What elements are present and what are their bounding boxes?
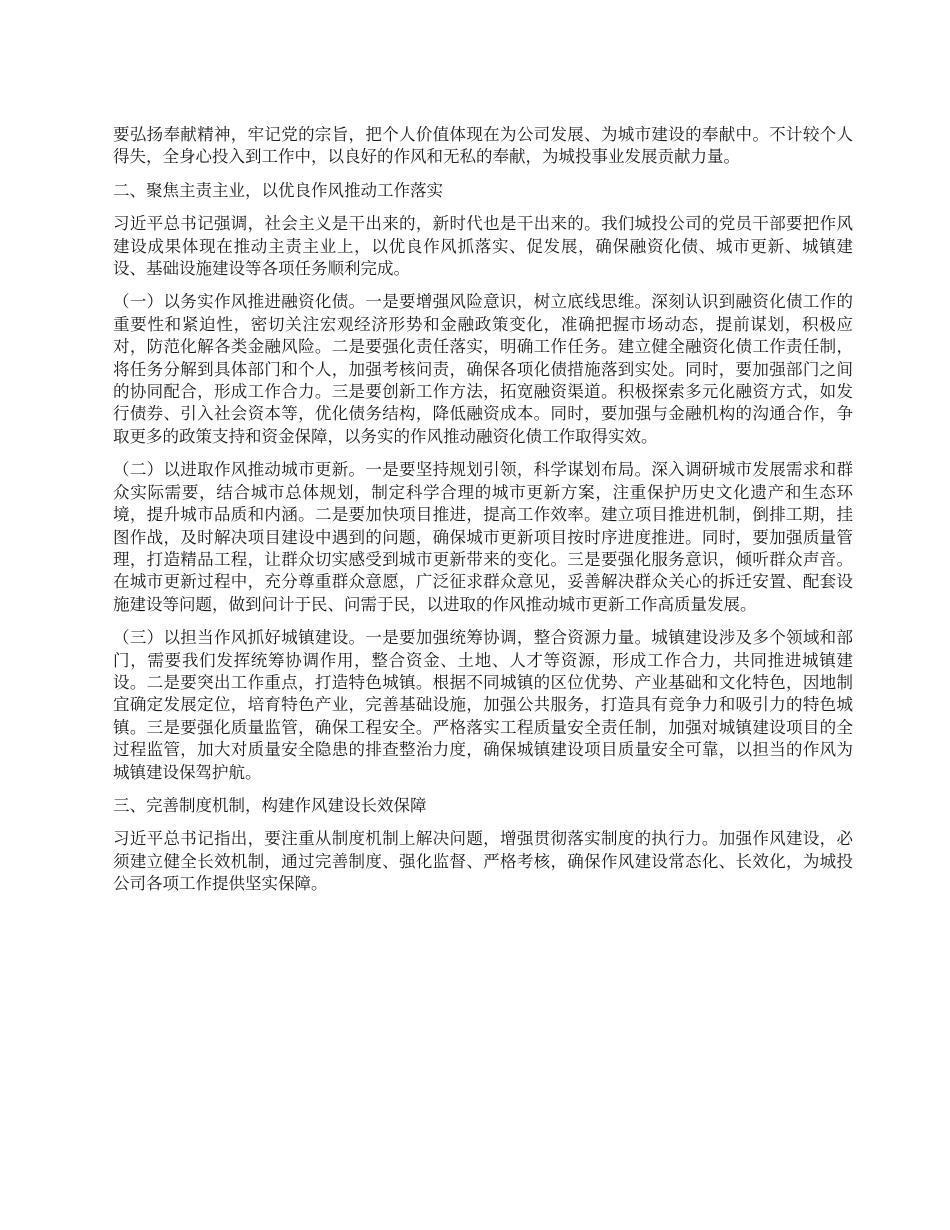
section-heading-2: 二、聚焦主责主业，以优良作风推动工作落实 (113, 180, 443, 200)
paragraph-section-2-intro: 习近平总书记强调，社会主义是干出来的，新时代也是干出来的。我们城投公司的党员干部要把作风建设成果体现在推动主责主业上，以优良作风抓落实、促发展，确保融资化债、城市更新、城镇建设、基础设施建设等各项任务顺利完成。 (113, 214, 853, 279)
paragraph-section-3-intro: 习近平总书记指出，要注重从制度机制上解决问题，增强贯彻落实制度的执行力。加强作风建设，必须建立健全长效机制，通过完善制度、强化监督、严格考核，确保作风建设常态化、长效化，为城投公司各项工作提供坚实保障。 (113, 829, 853, 894)
paragraph-section-2-3: （三）以担当作风抓好城镇建设。一是要加强统筹协调，整合资源力量。城镇建设涉及多个领域和部门，需要我们发挥统筹协调作用，整合资金、土地、人才等资源，形成工作合力，共同推进城镇建设。二是要突出工作重点，打造特色城镇。根据不同城镇的区位优势、产业基础和文化特色，因地制宜确定发展定位，培育特色产业，完善基础设施，加强公共服务，打造具有竞争力和吸引力的特色城镇。三是要强化质量监管，确保工程安全。严格落实工程质量安全责任制，加强对城镇建设项目的全过程监管，加大对质量安全隐患的排查整治力度，确保城镇建设项目质量安全可靠，以担当的作风为城镇建设保驾护航。 (113, 628, 853, 782)
paragraph-section-2-1: （一）以务实作风推进融资化债。一是要增强风险意识，树立底线思维。深刻认识到融资化债工作的重要性和紧迫性，密切关注宏观经济形势和金融政策变化，准确把握市场动态，提前谋划，积极应对，防范化解各类金融风险。二是要强化责任落实，明确工作任务。建立健全融资化债工作责任制，将任务分解到具体部门和个人，加强考核问责，确保各项化债措施落到实处。同时，要加强部门之间的协同配合，形成工作合力。三是要创新工作方法，拓宽融资渠道。积极探索多元化融资方式，如发行债券、引入社会资本等，优化债务结构，降低融资成本。同时，要加强与金融机构的沟通合作，争取更多的政策支持和资金保障，以务实的作风推动融资化债工作取得实效。 (113, 292, 853, 446)
section-heading-3: 三、完善制度机制，构建作风建设长效保障 (113, 795, 427, 815)
paragraph-intro-continuation: 要弘扬奉献精神，牢记党的宗旨，把个人价值体现在为公司发展、为城市建设的奉献中。不计较个人得失，全身心投入到工作中，以良好的作风和无私的奉献，为城投事业发展贡献力量。 (113, 125, 853, 167)
paragraph-section-2-2: （二）以进取作风推动城市更新。一是要坚持规划引领，科学谋划布局。深入调研城市发展需求和群众实际需要，结合城市总体规划，制定科学合理的城市更新方案，注重保护历史文化遗产和生态环境，提升城市品质和内涵。二是要加快项目推进，提高工作效率。建立项目推进机制，倒排工期，挂图作战，及时解决项目建设中遇到的问题，确保城市更新项目按时序进度推进。同时，要加强质量管理，打造精品工程，让群众切实感受到城市更新带来的变化。三是要强化服务意识，倾听群众声音。在城市更新过程中，充分尊重群众意愿，广泛征求群众意见，妥善解决群众关心的拆迁安置、配套设施建设等问题，做到问计于民、问需于民，以进取的作风推动城市更新工作高质量发展。 (113, 460, 853, 614)
document-page (113, 124, 853, 907)
